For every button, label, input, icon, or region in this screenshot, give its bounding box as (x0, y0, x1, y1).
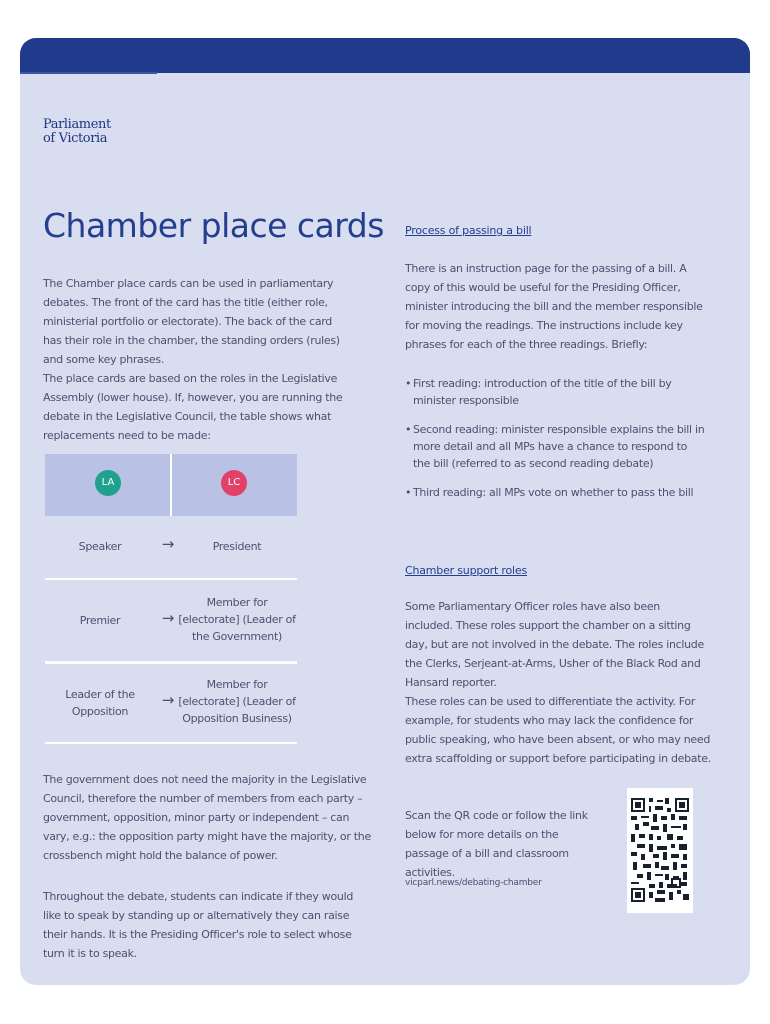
lc-badge: LC (221, 470, 247, 496)
document-page (20, 38, 750, 985)
arrow-right-icon: → (161, 609, 175, 627)
table-header (45, 454, 297, 516)
logo-line-1: Parliament (43, 117, 111, 132)
logo-line-2: of Victoria (43, 131, 108, 146)
lc-role: Member for [electorate] (Leader of Opposition Business) (178, 678, 296, 725)
support-paragraph-1: Some Parliamentary Officer roles have also been included. These roles support the chamber on a sitting day, but are not involved in the debate. The roles include the Clerks, Serjeant-at-Arms, Usher of the Black Rod and Hansard reporter. (405, 600, 704, 689)
header-tab-accent (20, 72, 157, 74)
lc-role: Member for [electorate] (Leader of the Government) (178, 596, 296, 643)
list-item: • Third reading: all MPs vote on whether to pass the bill (405, 484, 705, 501)
qr-caption: Scan the QR code or follow the link below for more details on the passage of a bill and classroom activities. (405, 809, 588, 879)
speaking-turn-paragraph: Throughout the debate, students can indicate if they would like to speak by standing up or alternatively they can raise their hands. It is the Presiding Officer's role to select whose turn it is to speak. (43, 890, 354, 960)
debating-chamber-link[interactable]: vicparl.news/debating-chamber (405, 878, 542, 888)
support-heading: Chamber support roles (405, 564, 527, 577)
qr-code-panel[interactable] (627, 788, 693, 913)
government-majority-paragraph: The government does not need the majority in the Legislative Council, therefore the number of members from each party – government, opposition, minor party or independent – can vary, e.g.: the opposition party might have the majority, or the crossbench might hold the balance of power. (43, 773, 371, 862)
intro-paragraph-1: The Chamber place cards can be used in parliamentary debates. The front of the card has the title (either role, ministerial portfolio or electorate). The back of the card has their role in the chamber, the standing orders (rules) and some key phrases. (43, 277, 340, 366)
column-divider (170, 454, 172, 516)
header-bar (20, 38, 750, 73)
process-paragraph: There is an instruction page for the passing of a bill. A copy of this would be useful for the Presiding Officer, minister introducing the bill and the member responsible for moving the readings. The instructions include key phrases for each of the three readings. Briefly: (405, 262, 703, 351)
la-badge: LA (95, 470, 121, 496)
la-role: Leader of the Opposition (65, 688, 135, 718)
arrow-right-icon: → (161, 535, 175, 553)
la-role: Premier (79, 614, 121, 627)
parliament-logo (43, 118, 111, 146)
lc-role: President (212, 540, 262, 553)
list-item: • First reading: introduction of the title of the bill by minister responsible (405, 375, 705, 409)
list-item: • Second reading: minister responsible explains the bill in more detail and all MPs have a chance to respond to the bill (referred to as second reading debate) (405, 421, 705, 472)
readings-list (405, 375, 705, 513)
process-heading: Process of passing a bill (405, 224, 532, 237)
table-row (45, 516, 297, 578)
support-paragraph-2: These roles can be used to differentiate the activity. For example, for students who may lack the confidence for public speaking, who have been absent, or who may need extra scaffolding or support before participating in debate. (405, 695, 711, 765)
arrow-right-icon: → (161, 691, 175, 709)
replacement-table (45, 454, 297, 744)
table-row (45, 664, 297, 742)
intro-paragraph-2: The place cards are based on the roles in the Legislative Assembly (lower house). If, however, you are running the debate in the Legislative Council, the table shows what replacements need to be made: (43, 372, 343, 442)
table-row (45, 580, 297, 661)
page-title: Chamber place cards (43, 206, 384, 245)
la-role: Speaker (78, 540, 122, 553)
qr-code-icon (631, 798, 689, 902)
